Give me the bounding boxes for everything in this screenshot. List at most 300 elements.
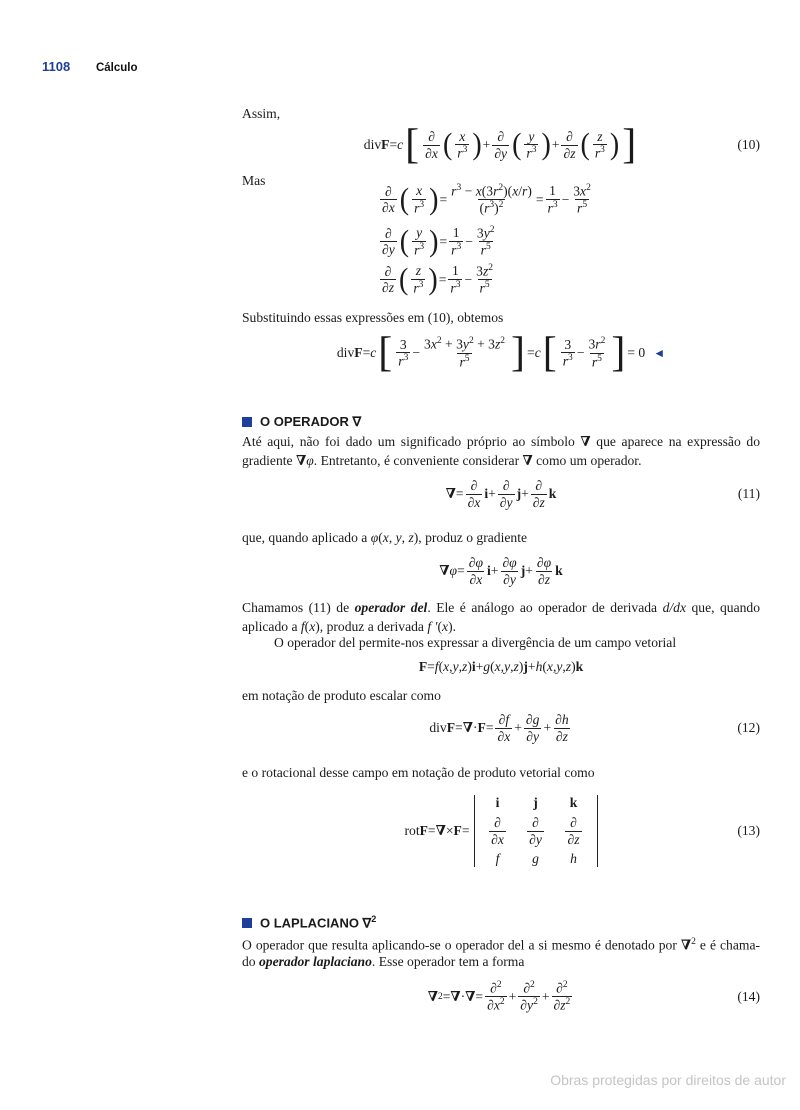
italic-symbol: z [415, 263, 422, 279]
denominator [561, 352, 575, 369]
text-run: ∂ [382, 280, 389, 296]
italic-symbol: φ [475, 555, 483, 570]
italic-symbol: f [434, 659, 439, 674]
fraction [552, 980, 573, 1013]
denominator [467, 571, 484, 588]
numerator [488, 980, 503, 996]
text-run: ∂ [499, 494, 507, 510]
text-run: . Ele é análogo ao operador de derivada [427, 600, 663, 615]
denominator [478, 199, 506, 216]
superscript: 2 [562, 980, 568, 990]
italic-symbol: r [522, 183, 528, 199]
equation-eqres [242, 332, 760, 374]
text-run: ∂ [425, 145, 432, 161]
italic-symbol: c [370, 345, 377, 360]
text-run: div [363, 137, 382, 152]
section-title [260, 414, 361, 430]
denominator [495, 728, 512, 745]
text-run: Assim, [242, 106, 281, 121]
denominator [527, 831, 544, 848]
superscript: 3 [456, 241, 462, 252]
numerator [457, 129, 467, 145]
superscript: 2 [436, 336, 442, 347]
left-paren: ( [512, 127, 522, 162]
text-run: ∂ [385, 225, 392, 241]
italic-symbol: x [512, 183, 519, 199]
numerator [547, 183, 558, 199]
fraction [467, 555, 485, 587]
equation-number: (11) [737, 486, 760, 502]
italic-symbol: c [534, 345, 541, 360]
fraction [561, 337, 575, 370]
text-run: = [439, 191, 448, 207]
bracket-group [403, 124, 638, 166]
bold-symbol: k [548, 486, 557, 502]
numerator [533, 478, 544, 494]
text-run: ∂ [555, 712, 562, 727]
italic-symbol: φ [509, 555, 517, 570]
italic-symbol: z [544, 571, 551, 587]
text-run: , [552, 659, 557, 674]
text-run: ∂ [523, 980, 531, 996]
text-run: ∂ [567, 831, 575, 847]
italic-symbol: x [494, 659, 501, 674]
italic-symbol: z [597, 128, 603, 144]
numerator [449, 183, 534, 199]
italic-symbol: z [482, 263, 489, 279]
superscript: 5 [485, 242, 491, 253]
numerator [383, 184, 394, 200]
italic-symbol: y [483, 225, 490, 241]
fraction [455, 129, 469, 162]
text-run: · [460, 988, 466, 1004]
denominator [380, 199, 397, 216]
italic-symbol: x [430, 336, 437, 352]
text-run: = [362, 345, 371, 360]
bold-symbol: F [453, 823, 462, 839]
bold-symbol: F [354, 345, 363, 360]
italic-symbol: g [532, 712, 540, 727]
italic-symbol: x [497, 831, 504, 847]
text-run: ∂ [384, 263, 392, 279]
italic-symbol: y [527, 997, 534, 1013]
text-run: + [543, 720, 552, 736]
bold-symbol: ∇ [439, 563, 450, 579]
superscript: 5 [484, 280, 490, 291]
numerator [497, 712, 512, 728]
denominator [449, 241, 463, 258]
text-run: − [461, 183, 476, 199]
italic-symbol: z [570, 145, 576, 161]
text-run: ∂ [553, 997, 561, 1013]
superscript: 3 [403, 353, 409, 364]
text-run: = [455, 486, 464, 502]
text-run: ( [479, 200, 485, 216]
text-run: , [500, 659, 505, 674]
italic-symbol: y [452, 659, 459, 674]
superscript: 2 [496, 980, 502, 990]
text-run: ( [437, 619, 443, 634]
text-run: que, quando aplicado a [242, 530, 371, 545]
paragraph-line-em [242, 686, 760, 705]
text-run: ∂ [570, 815, 577, 830]
text-run: , [562, 659, 566, 674]
fraction [546, 183, 560, 216]
left-bracket: [ [405, 122, 420, 168]
equation-number: (10) [737, 137, 760, 152]
left-bracket: [ [378, 330, 393, 376]
fraction [380, 264, 396, 296]
superscript: 2 [371, 914, 377, 924]
paren-group [580, 129, 621, 162]
text-run: 3 [588, 336, 596, 352]
italic-symbol: r [594, 145, 601, 161]
determinant-cell [496, 851, 500, 867]
text-run: = [475, 988, 484, 1004]
right-paren: ) [609, 127, 620, 162]
text-run: ) [494, 200, 499, 216]
italic-symbol: r [591, 354, 598, 370]
numerator [450, 263, 461, 279]
text-run: + [514, 720, 522, 736]
text-run: ∂ [536, 555, 544, 570]
superscript: 2 [691, 937, 696, 947]
equation-eq14 [242, 980, 760, 1013]
denominator [531, 494, 547, 511]
italic-symbol: x [388, 200, 395, 216]
text-run: ∂ [468, 555, 476, 570]
numerator [474, 263, 495, 279]
paren-group [442, 129, 483, 162]
text-run: ( [490, 659, 495, 674]
text-run: Até aqui, não foi dado um significado próprio ao símbolo [242, 434, 581, 449]
numerator [414, 263, 423, 279]
bold-symbol: k [569, 795, 578, 810]
bracket-group [376, 332, 527, 374]
superscript: 3 [489, 200, 495, 211]
fraction [492, 129, 509, 161]
paragraph-line-p2b [242, 952, 760, 971]
italic-symbol: h [570, 851, 577, 867]
determinant-cell [487, 815, 508, 847]
denominator [411, 279, 425, 296]
italic-symbol: z [462, 659, 468, 674]
paren-group [398, 263, 439, 296]
superscript: 3 [419, 199, 425, 210]
text-run: ). [448, 619, 457, 634]
text-run: , [510, 659, 514, 674]
text-run: )( [503, 183, 513, 199]
text-run: = [485, 720, 494, 736]
text-run: + [525, 563, 533, 579]
bold-symbol: ∇ [465, 988, 476, 1004]
text-run: , [458, 659, 463, 674]
text-run: = [427, 659, 435, 674]
text-run: ) [467, 659, 472, 674]
numerator [426, 129, 437, 145]
left-paren: ( [399, 262, 409, 297]
italic-symbol: c [397, 137, 404, 152]
superscript: 3 [568, 353, 573, 364]
text-run: 3 [424, 336, 431, 352]
text-run: ∂ [469, 571, 477, 587]
italic-symbol: r [484, 200, 490, 216]
left-paren: ( [399, 182, 410, 217]
fraction [524, 712, 542, 744]
text-run: que aparece na expressão do [590, 434, 760, 449]
text-run: 3 [564, 336, 572, 352]
text-run: Substituindo essas expressões em (10), obtemos [242, 310, 504, 325]
bold-symbol: ∇ [462, 720, 473, 736]
fraction [423, 129, 440, 161]
text-run: · [472, 720, 478, 736]
text-run: ∂ [529, 831, 536, 847]
text-run: ∂ [467, 494, 475, 510]
numerator [451, 225, 462, 241]
text-run: 1 [452, 225, 460, 241]
numerator [554, 980, 569, 996]
numerator [422, 336, 507, 352]
bold-symbol: k [555, 563, 563, 579]
denominator [498, 494, 515, 511]
italic-symbol: z [574, 831, 580, 847]
italic-symbol: r [457, 145, 463, 161]
italic-symbol: x [443, 659, 450, 674]
text-run: Chamamos (11) de [242, 600, 355, 615]
italic-symbol: y [462, 336, 469, 352]
text-run: − [412, 345, 421, 360]
numerator [383, 226, 394, 242]
denominator [485, 996, 507, 1013]
denominator [455, 144, 469, 161]
italic-symbol: x [546, 659, 553, 674]
bold-symbol: F [446, 720, 456, 736]
determinant [474, 795, 598, 867]
right-bracket: ] [511, 330, 526, 376]
numerator [467, 555, 485, 571]
bold-symbol: ∇ [427, 988, 438, 1004]
superscript: 2 [468, 336, 474, 347]
italic-symbol: y [533, 728, 540, 744]
fraction [422, 336, 507, 369]
text-run: ( [378, 530, 383, 545]
equation-eqy [242, 225, 760, 258]
denominator [518, 996, 540, 1013]
denominator [546, 199, 560, 216]
text-run: − [464, 271, 473, 287]
equation-eq12 [242, 712, 760, 744]
text-run: + [508, 988, 517, 1004]
italic-symbol: z [560, 997, 566, 1013]
italic-symbol: r [398, 353, 404, 369]
text-run: ∂ [470, 478, 478, 493]
italic-symbol: z [494, 336, 501, 352]
right-bracket: ] [622, 122, 637, 168]
text-run: ) [518, 659, 524, 674]
fraction [500, 555, 518, 587]
superscript: 2 [565, 997, 571, 1008]
denominator [489, 831, 506, 848]
bold-symbol: ∇ [680, 937, 692, 953]
fraction [412, 225, 426, 258]
fraction [449, 225, 463, 258]
fraction [412, 183, 426, 216]
denominator [536, 571, 552, 588]
denominator [524, 728, 541, 745]
italic-symbol: r [459, 354, 465, 370]
italic-symbol: y [504, 659, 511, 674]
italic-symbol: h [535, 659, 543, 674]
superscript: 3 [462, 145, 468, 156]
fraction [495, 712, 512, 744]
italic-symbol: x [459, 128, 466, 144]
text-run: aplicado a [242, 619, 301, 634]
superscript: 2 [600, 336, 606, 347]
text-run: ∂ [520, 997, 528, 1013]
text-run: + [527, 659, 536, 674]
bold-symbol: ∇ [450, 988, 461, 1004]
fraction [498, 478, 515, 510]
denominator [565, 831, 581, 848]
paragraph-line-p1a [242, 432, 760, 451]
text-run: . Esse operador tem a forma [371, 954, 525, 969]
text-run: O LAPLACIANO ∇ [260, 915, 372, 931]
left-paren: ( [442, 127, 453, 162]
numerator [500, 555, 518, 571]
section-square-icon [242, 417, 252, 427]
fraction [411, 263, 425, 296]
text-run: 3 [399, 336, 407, 352]
text-run: = [427, 823, 436, 839]
denominator [478, 279, 492, 296]
bold-symbol: ∇ [435, 823, 446, 839]
paren-group [399, 225, 440, 258]
superscript: 2 [586, 183, 591, 193]
superscript: 5 [464, 353, 470, 364]
text-run: em notação de produto escalar como [242, 688, 441, 703]
fraction [531, 478, 547, 510]
numerator [571, 183, 593, 199]
text-run: ( [438, 659, 444, 674]
italic-symbol: x [474, 494, 481, 510]
section-square-icon [242, 918, 252, 928]
bold-symbol: ∇ [445, 486, 456, 502]
text-run: O operador que resulta aplicando-se o operador del a si mesmo é denotado por [242, 937, 681, 953]
text-run: + [490, 563, 499, 579]
italic-symbol: φ [306, 453, 314, 468]
equation-eq13 [242, 795, 760, 867]
text-run: ∂ [382, 200, 389, 216]
bold-symbol: F [381, 137, 390, 152]
italic-symbol: x [476, 571, 483, 587]
italic-symbol: x [431, 145, 438, 161]
italic-symbol: g [532, 851, 539, 867]
bold-symbol: F [418, 659, 428, 674]
italic-symbol: y [509, 571, 516, 587]
numerator [568, 815, 579, 831]
text-run: , [388, 530, 396, 545]
right-paren: ) [428, 262, 438, 297]
fraction [565, 815, 581, 847]
text-run: ∂ [487, 997, 494, 1013]
text-run: do [242, 954, 259, 969]
numerator [586, 336, 607, 352]
fraction [474, 263, 495, 296]
italic-symbol: x [504, 728, 511, 744]
denominator [590, 353, 604, 370]
italic-symbol: f [495, 851, 500, 867]
text-run: O operador del permite-nos expressar a divergência de um campo vetorial [274, 635, 677, 650]
bold-italic-term: operador del [354, 600, 428, 615]
equation-grad [242, 555, 760, 587]
italic-symbol: r [526, 145, 532, 161]
text-run: ∂ [555, 728, 563, 744]
text-run: ∂ [538, 571, 545, 587]
numerator [526, 129, 536, 145]
italic-symbol: f ′ [427, 619, 438, 634]
numerator [535, 555, 553, 571]
italic-symbol: h [561, 712, 569, 727]
text-run: e é chama- [695, 937, 761, 953]
italic-symbol: f [300, 619, 305, 634]
superscript: 2 [498, 183, 504, 193]
equation-eq10 [242, 124, 760, 166]
determinant-cell [570, 851, 577, 867]
bold-symbol: F [477, 720, 486, 736]
text-run: = [527, 345, 535, 360]
end-of-solution-icon: ◄ [653, 345, 666, 360]
numerator [469, 478, 480, 494]
equation-feq [242, 659, 760, 675]
italic-symbol: r [451, 183, 457, 199]
text-run: − [561, 191, 570, 207]
text-run: + [475, 659, 484, 674]
text-run: = [535, 191, 544, 207]
text-run: + [488, 486, 496, 502]
superscript: 5 [582, 200, 588, 211]
denominator [575, 199, 589, 216]
text-run: ∂ [535, 478, 543, 493]
italic-symbol: x [309, 619, 316, 634]
denominator [524, 144, 538, 161]
text-run: = 0 [627, 345, 646, 360]
numerator [562, 337, 573, 353]
text-run: ∂ [494, 145, 502, 161]
determinant-cell [563, 815, 583, 847]
italic-symbol: r [451, 242, 457, 258]
paragraph-line-assim [242, 104, 760, 123]
bold-symbol: j [520, 563, 526, 579]
text-run: 1 [452, 263, 459, 279]
bold-symbol: k [575, 659, 584, 674]
italic-symbol: r [577, 200, 583, 216]
italic-symbol: x [580, 183, 587, 199]
text-run: − [465, 233, 473, 249]
text-run: ∂ [428, 128, 435, 144]
superscript: 3 [419, 241, 425, 252]
numerator [495, 129, 506, 145]
denominator [561, 145, 577, 162]
text-run: ∂ [385, 183, 392, 199]
text-run: + [541, 988, 550, 1004]
text-run: ∂ [532, 494, 540, 510]
bold-symbol: j [516, 486, 522, 502]
text-run: ∂ [497, 128, 505, 144]
text-run: ( [304, 619, 310, 634]
bold-symbol: ∇ [522, 453, 533, 468]
bracket-group [541, 332, 628, 374]
numerator [553, 712, 571, 728]
